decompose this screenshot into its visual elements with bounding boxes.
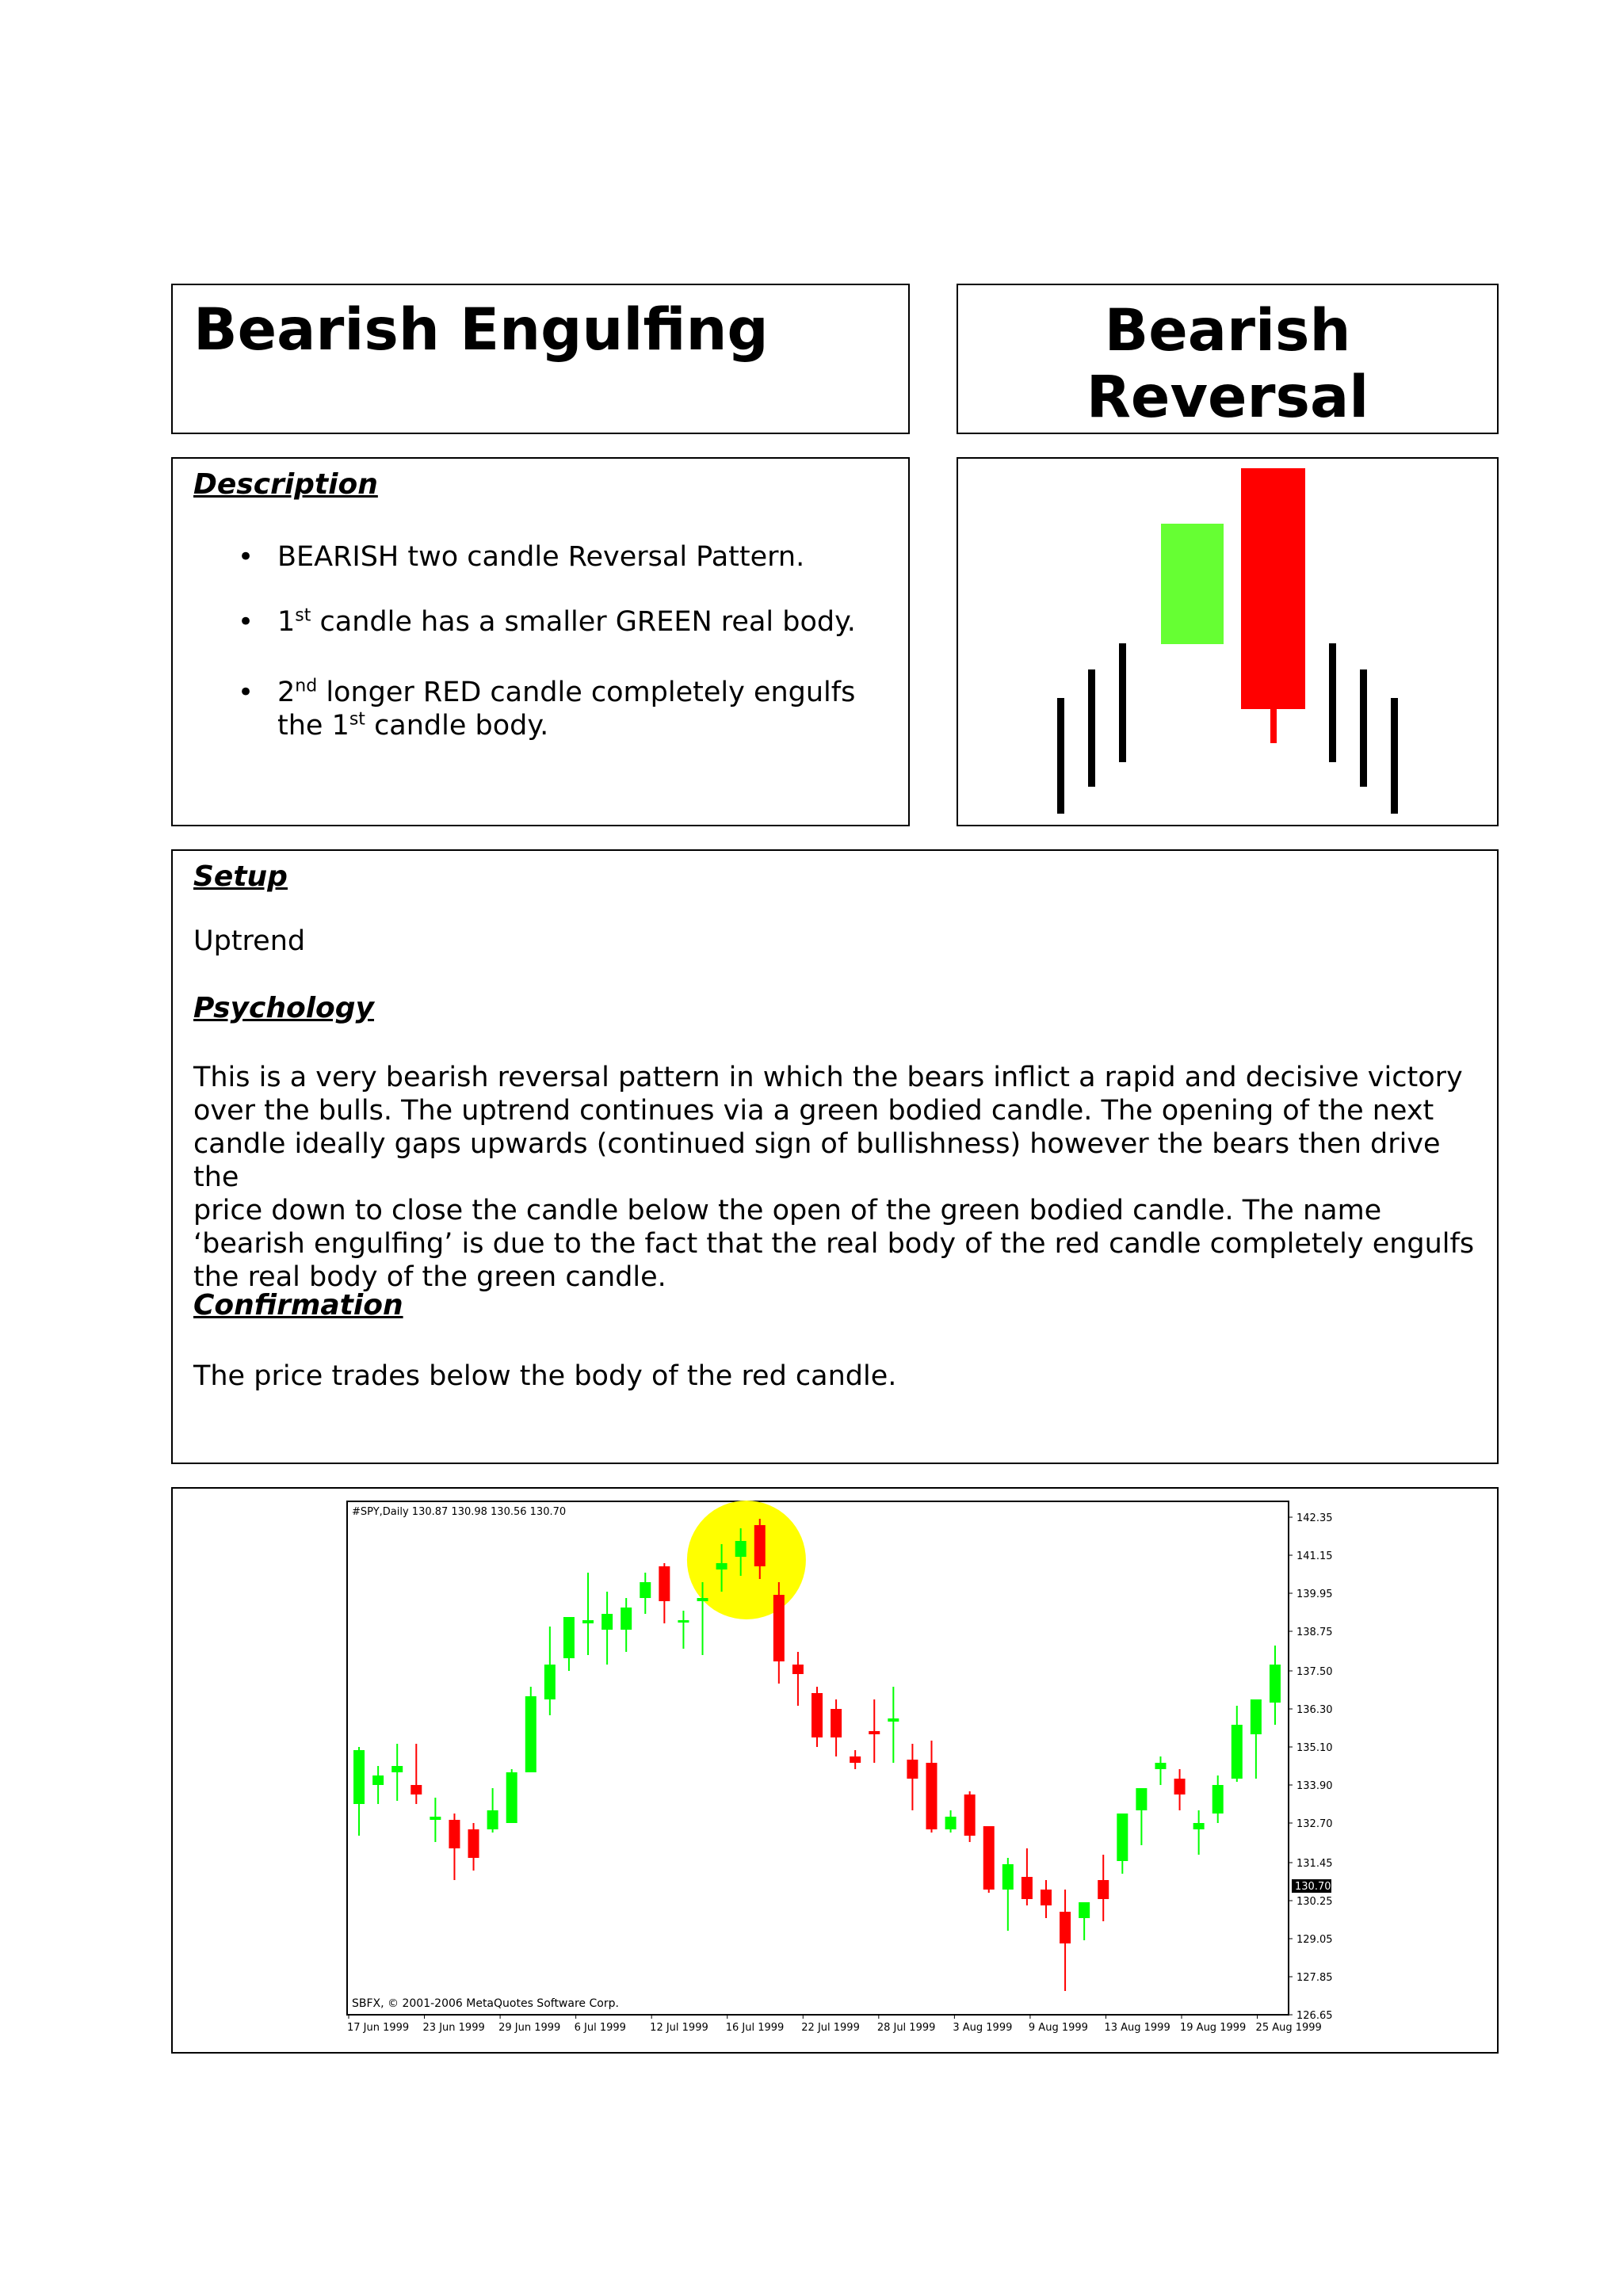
y-tick-label: 137.50 bbox=[1296, 1666, 1333, 1678]
uptrend-bar-2 bbox=[1088, 669, 1095, 787]
uptrend-bar-3 bbox=[1119, 643, 1126, 762]
bull-candle-body bbox=[1212, 1785, 1224, 1814]
confirmation-text: The price trades below the body of the red candle. bbox=[193, 1360, 897, 1392]
psychology-line: This is a very bearish reversal pattern in which the bears inflict a rapid and decisive victory bbox=[193, 1062, 1463, 1093]
bull-candle-body bbox=[1155, 1763, 1166, 1769]
highlight-circle bbox=[687, 1501, 806, 1619]
bull-candle-body bbox=[353, 1750, 365, 1804]
x-tick-label: 16 Jul 1999 bbox=[725, 2022, 785, 2034]
bull-candle-body bbox=[1193, 1823, 1205, 1829]
bull-candle-body bbox=[1002, 1864, 1014, 1890]
y-tick-label: 131.45 bbox=[1296, 1858, 1333, 1870]
x-tick-label: 25 Aug 1999 bbox=[1255, 2022, 1322, 2034]
pattern-title: Bearish Engulfing bbox=[193, 296, 769, 364]
bull-candle-body bbox=[1251, 1699, 1262, 1734]
x-tick-label: 29 Jun 1999 bbox=[498, 2022, 561, 2034]
bull-candle-body bbox=[640, 1582, 651, 1598]
bull-candle-body bbox=[544, 1665, 556, 1699]
price-chart bbox=[173, 1489, 1497, 2052]
bull-candle-body bbox=[1117, 1814, 1128, 1861]
y-tick-label: 129.05 bbox=[1296, 1934, 1333, 1946]
downtrend-bar-2 bbox=[1360, 669, 1367, 787]
current-price-label: 130.70 bbox=[1295, 1881, 1331, 1893]
bull-candle-body bbox=[601, 1614, 613, 1630]
x-tick-label: 17 Jun 1999 bbox=[347, 2022, 410, 2034]
y-tick-label: 138.75 bbox=[1296, 1627, 1333, 1638]
bear-candle-body bbox=[468, 1829, 479, 1858]
bull-candle-body bbox=[1270, 1665, 1281, 1703]
bear-candle-body bbox=[907, 1760, 918, 1779]
chart-box bbox=[171, 1487, 1499, 2054]
setup-box bbox=[171, 849, 1499, 1464]
highlight-circle-shape bbox=[687, 1501, 806, 1619]
description-heading: Description bbox=[193, 468, 378, 501]
y-tick-label: 133.90 bbox=[1296, 1780, 1333, 1792]
bear-candle-body bbox=[754, 1525, 766, 1566]
bear-candle-body bbox=[1022, 1877, 1033, 1899]
bull-candle-body bbox=[697, 1598, 708, 1601]
bull-candle-body bbox=[716, 1563, 727, 1569]
y-tick-label: 127.85 bbox=[1296, 1972, 1333, 1984]
bear-candle-body bbox=[449, 1820, 460, 1848]
pattern-type-line-2: Reversal bbox=[1086, 364, 1369, 431]
bull-candle-body bbox=[735, 1541, 747, 1557]
y-tick-label: 136.30 bbox=[1296, 1704, 1333, 1716]
downtrend-bar-3 bbox=[1391, 698, 1398, 814]
bear-candle-body bbox=[964, 1794, 976, 1836]
bullet-text: 2nd longer RED candle completely engulfs the 1st candle body. bbox=[277, 676, 856, 742]
bear-candle-body bbox=[1041, 1890, 1052, 1905]
bull-candle-body bbox=[391, 1766, 403, 1772]
x-tick-label: 6 Jul 1999 bbox=[574, 2022, 626, 2034]
bull-candle-body bbox=[506, 1772, 517, 1823]
psychology-line: ‘bearish engulfing’ is due to the fact that the real body of the red candle completely engulfs bbox=[193, 1228, 1475, 1260]
uptrend-bar-1 bbox=[1057, 698, 1064, 814]
bull-candle-body bbox=[525, 1696, 537, 1772]
bull-candle-body bbox=[487, 1810, 498, 1829]
bull-candle-body bbox=[945, 1817, 957, 1829]
bear-candle-body bbox=[792, 1665, 804, 1674]
confirmation-heading: Confirmation bbox=[193, 1289, 403, 1322]
bear-candle-body bbox=[983, 1826, 995, 1890]
x-tick-label: 19 Aug 1999 bbox=[1180, 2022, 1247, 2034]
bull-candle-body bbox=[582, 1620, 594, 1623]
bull-candle-body bbox=[1232, 1725, 1243, 1779]
psychology-line: candle ideally gaps upwards (continued sign of bullishness) however the bears then drive the bbox=[193, 1128, 1441, 1193]
bull-candle-body bbox=[621, 1608, 632, 1630]
pattern-type bbox=[958, 298, 1497, 431]
bull-candle-body bbox=[1079, 1902, 1090, 1918]
bull-candle-body bbox=[430, 1817, 441, 1820]
chart-header: #SPY,Daily 130.87 130.98 130.56 130.70 bbox=[352, 1506, 567, 1518]
bullet-dot-icon: • bbox=[238, 541, 254, 573]
bull-candle-body bbox=[372, 1775, 384, 1785]
bullet-dot-icon: • bbox=[238, 606, 254, 638]
psychology-line: over the bulls. The uptrend continues via a green bodied candle. The opening of the next bbox=[193, 1095, 1434, 1127]
x-tick-label: 12 Jul 1999 bbox=[650, 2022, 708, 2034]
bear-candle-body bbox=[869, 1731, 880, 1734]
bear-candle-body bbox=[926, 1763, 937, 1829]
pattern-illustration-box bbox=[957, 457, 1499, 826]
bear-candle-body bbox=[773, 1595, 785, 1661]
bear-candle-body bbox=[1060, 1912, 1071, 1943]
bull-candle-body bbox=[678, 1620, 689, 1623]
y-tick-label: 132.70 bbox=[1296, 1818, 1333, 1830]
y-tick-label: 135.10 bbox=[1296, 1742, 1333, 1754]
x-tick-label: 13 Aug 1999 bbox=[1104, 2022, 1170, 2034]
y-tick-label: 126.65 bbox=[1296, 2010, 1333, 2022]
bullet-text: 1st candle has a smaller GREEN real body. bbox=[277, 605, 856, 638]
chart-plot-area bbox=[347, 1501, 1289, 2015]
x-tick-label: 9 Aug 1999 bbox=[1028, 2022, 1088, 2034]
description-box bbox=[171, 457, 910, 826]
bear-candle-body bbox=[1174, 1779, 1186, 1794]
bear-candle-body bbox=[812, 1693, 823, 1737]
downtrend-bar-1 bbox=[1329, 643, 1336, 762]
y-tick-label: 130.25 bbox=[1296, 1896, 1333, 1908]
psychology-heading: Psychology bbox=[193, 992, 375, 1024]
pattern-title-box bbox=[171, 284, 910, 434]
bull-candle-body bbox=[888, 1718, 899, 1722]
y-tick-label: 141.15 bbox=[1296, 1550, 1333, 1562]
bull-candle-body bbox=[1136, 1788, 1147, 1810]
y-axis bbox=[1289, 1512, 1333, 2022]
red-candle-wick bbox=[1270, 707, 1277, 743]
green-candle-body bbox=[1161, 524, 1224, 644]
pattern-type-box bbox=[957, 284, 1499, 434]
pattern-illustration bbox=[958, 459, 1497, 825]
x-tick-label: 22 Jul 1999 bbox=[801, 2022, 860, 2034]
bear-candle-body bbox=[659, 1566, 670, 1601]
psychology-line: price down to close the candle below the open of the green bodied candle. The name bbox=[193, 1195, 1382, 1226]
y-tick-label: 142.35 bbox=[1296, 1512, 1333, 1524]
bear-candle-body bbox=[411, 1785, 422, 1794]
chart-copyright: SBFX, © 2001-2006 MetaQuotes Software Corp. bbox=[352, 1997, 619, 2010]
psychology-text bbox=[193, 1061, 1485, 1294]
bull-candle-body bbox=[563, 1617, 575, 1658]
red-candle-body bbox=[1241, 468, 1305, 709]
x-tick-label: 23 Jun 1999 bbox=[422, 2022, 485, 2034]
bear-candle-body bbox=[831, 1709, 842, 1737]
bear-candle-body bbox=[850, 1756, 861, 1763]
x-axis bbox=[347, 2015, 1322, 2034]
x-tick-label: 3 Aug 1999 bbox=[953, 2022, 1013, 2034]
bullet-text: BEARISH two candle Reversal Pattern. bbox=[277, 541, 805, 573]
pattern-type-line-1: Bearish bbox=[1104, 297, 1351, 364]
setup-text: Uptrend bbox=[193, 925, 306, 957]
psychology-line: the real body of the green candle. bbox=[193, 1261, 666, 1293]
y-tick-label: 139.95 bbox=[1296, 1589, 1333, 1600]
bear-candle-body bbox=[1098, 1880, 1109, 1899]
x-tick-label: 28 Jul 1999 bbox=[876, 2022, 936, 2034]
bullet-dot-icon: • bbox=[238, 677, 254, 708]
setup-heading: Setup bbox=[193, 860, 288, 893]
